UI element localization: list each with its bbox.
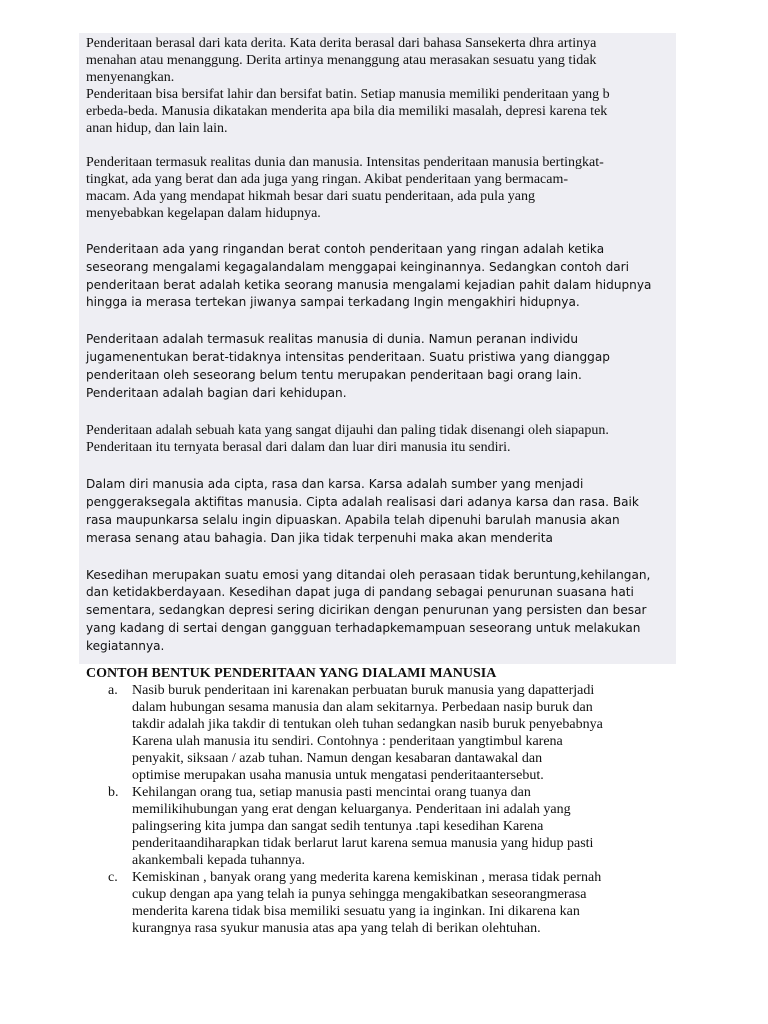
paragraph-definition: Penderitaan berasal dari kata derita. Kata derita berasal dari bahasa Sansekerta dhra artinya menahan atau menanggung. Derita artinya menanggung atau merasakan sesuatu yang tidak menyenangkan. <box>86 36 597 85</box>
paragraph-avoided: Penderitaan adalah sebuah kata yang sangat dijauhi dan paling tidak disenangi oleh siapapun. Penderitaan itu ternyata berasal dari dalam dan luar diri manusia itu sendiri. <box>86 423 609 456</box>
list-item <box>86 784 676 869</box>
document-page <box>86 33 676 937</box>
examples-section <box>86 664 676 937</box>
paragraph-sadness: Kesedihan merupakan suatu emosi yang ditandai oleh perasaan tidak beruntung,kehilangan, dan ketidakberdayaan. Kesedihan dapat juga di pandang sebagai penurunan suasana hati sementara, sedangkan depresi sering dicirikan dengan penurunan yang persisten dan besar yang kadang di sertai dengan gangguan terhadapkemampuan seseorang untuk melakukan kegiatannya. <box>86 567 651 653</box>
section-heading: CONTOH BENTUK PENDERITAAN YANG DIALAMI MANUSIA <box>86 665 497 681</box>
list-item-text: Nasib buruk penderitaan ini karenakan perbuatan buruk manusia yang dapatterjadi dalam hubungan sesama manusia dan alam sekitarnya. Perbedaan nasip buruk dan takdir adalah jika takdir di tentukan oleh tuhan sedangkan nasib buruk penyebabnya Karena ulah manusia itu sendiri. Contohnya : penderitaan yangtimbul karena penyakit, siksaan / azab tuhan. Namun dengan kesabaran dantawakal dan optimise merupakan usaha manusia untuk mengatasi penderitaantersebut. <box>132 682 603 783</box>
paragraph-light-heavy: Penderitaan ada yang ringandan berat contoh penderitaan yang ringan adalah ketika seseorang mengalami kegagalandalam menggapai keinginannya. Sedangkan contoh dari penderitaan berat adalah ketika seorang manusia mengalami kejadian pahit dalam hidupnya hingga ia merasa tertekan jiwanya sampai terkadang Ingin mengakhiri hidupnya. <box>86 242 652 310</box>
list-marker: b. <box>108 784 119 800</box>
list-item <box>86 869 676 937</box>
paragraph-reality: Penderitaan termasuk realitas dunia dan manusia. Intensitas penderitaan manusia bertingkat- tingkat, ada yang berat dan ada juga yang ringan. Akibat penderitaan yang bermacam- macam. Ada yang mendapat hikmah besar dari suatu penderitaan, ada pula yang menyebabkan kegelapan dalam hidupnya. <box>86 155 604 221</box>
paragraph-individual-role: Penderitaan adalah termasuk realitas manusia di dunia. Namun peranan individu jugamenentukan berat-tidaknya intensitas penderitaan. Suatu pristiwa yang dianggap penderitaan oleh seseorang belum tentu merupakan penderitaan bagi orang lain. Penderitaan adalah bagian dari kehidupan. <box>86 332 610 400</box>
list-item-text: Kehilangan orang tua, setiap manusia pasti mencintai orang tuanya dan memilikihubungan yang erat dengan keluarganya. Penderitaan ini adalah yang palingsering kita jumpa dan sangat sedih tentunya .tapi kesedihan Karena penderitaandiharapkan tidak berlarut larut karena semua manusia yang hidup pasti akankembali kepada tuhannya. <box>132 784 594 868</box>
examples-list <box>86 682 676 937</box>
list-marker: a. <box>108 682 118 698</box>
list-marker: c. <box>108 869 118 885</box>
paragraph-cipta-rasa-karsa: Dalam diri manusia ada cipta, rasa dan karsa. Karsa adalah sumber yang menjadi penggeraksegala aktifitas manusia. Cipta adalah realisasi dari adanya karsa dan rasa. Baik rasa maupunkarsa selalu ingin dipuaskan. Apabila telah dipenuhi barulah manusia akan merasa senang atau bahagia. Dan jika tidak terpenuhi maka akan menderita <box>86 477 639 545</box>
list-item-text: Kemiskinan , banyak orang yang mederita karena kemiskinan , merasa tidak pernah cukup dengan apa yang telah ia punya sehingga mengakibatkan seseorangmerasa menderita karena tidak bisa memiliki sesuatu yang ia inginkan. Ini dikarena kan kurangnya rasa syukur manusia atas apa yang telah di berikan olehtuhan. <box>132 869 602 936</box>
highlighted-text-block <box>79 33 676 664</box>
list-item <box>86 682 676 784</box>
paragraph-nature: Penderitaan bisa bersifat lahir dan bersifat batin. Setiap manusia memiliki penderitaan yang b erbeda-beda. Manusia dikatakan menderita apa bila dia memiliki masalah, depresi karena tek anan hidup, dan lain lain. <box>86 87 610 136</box>
